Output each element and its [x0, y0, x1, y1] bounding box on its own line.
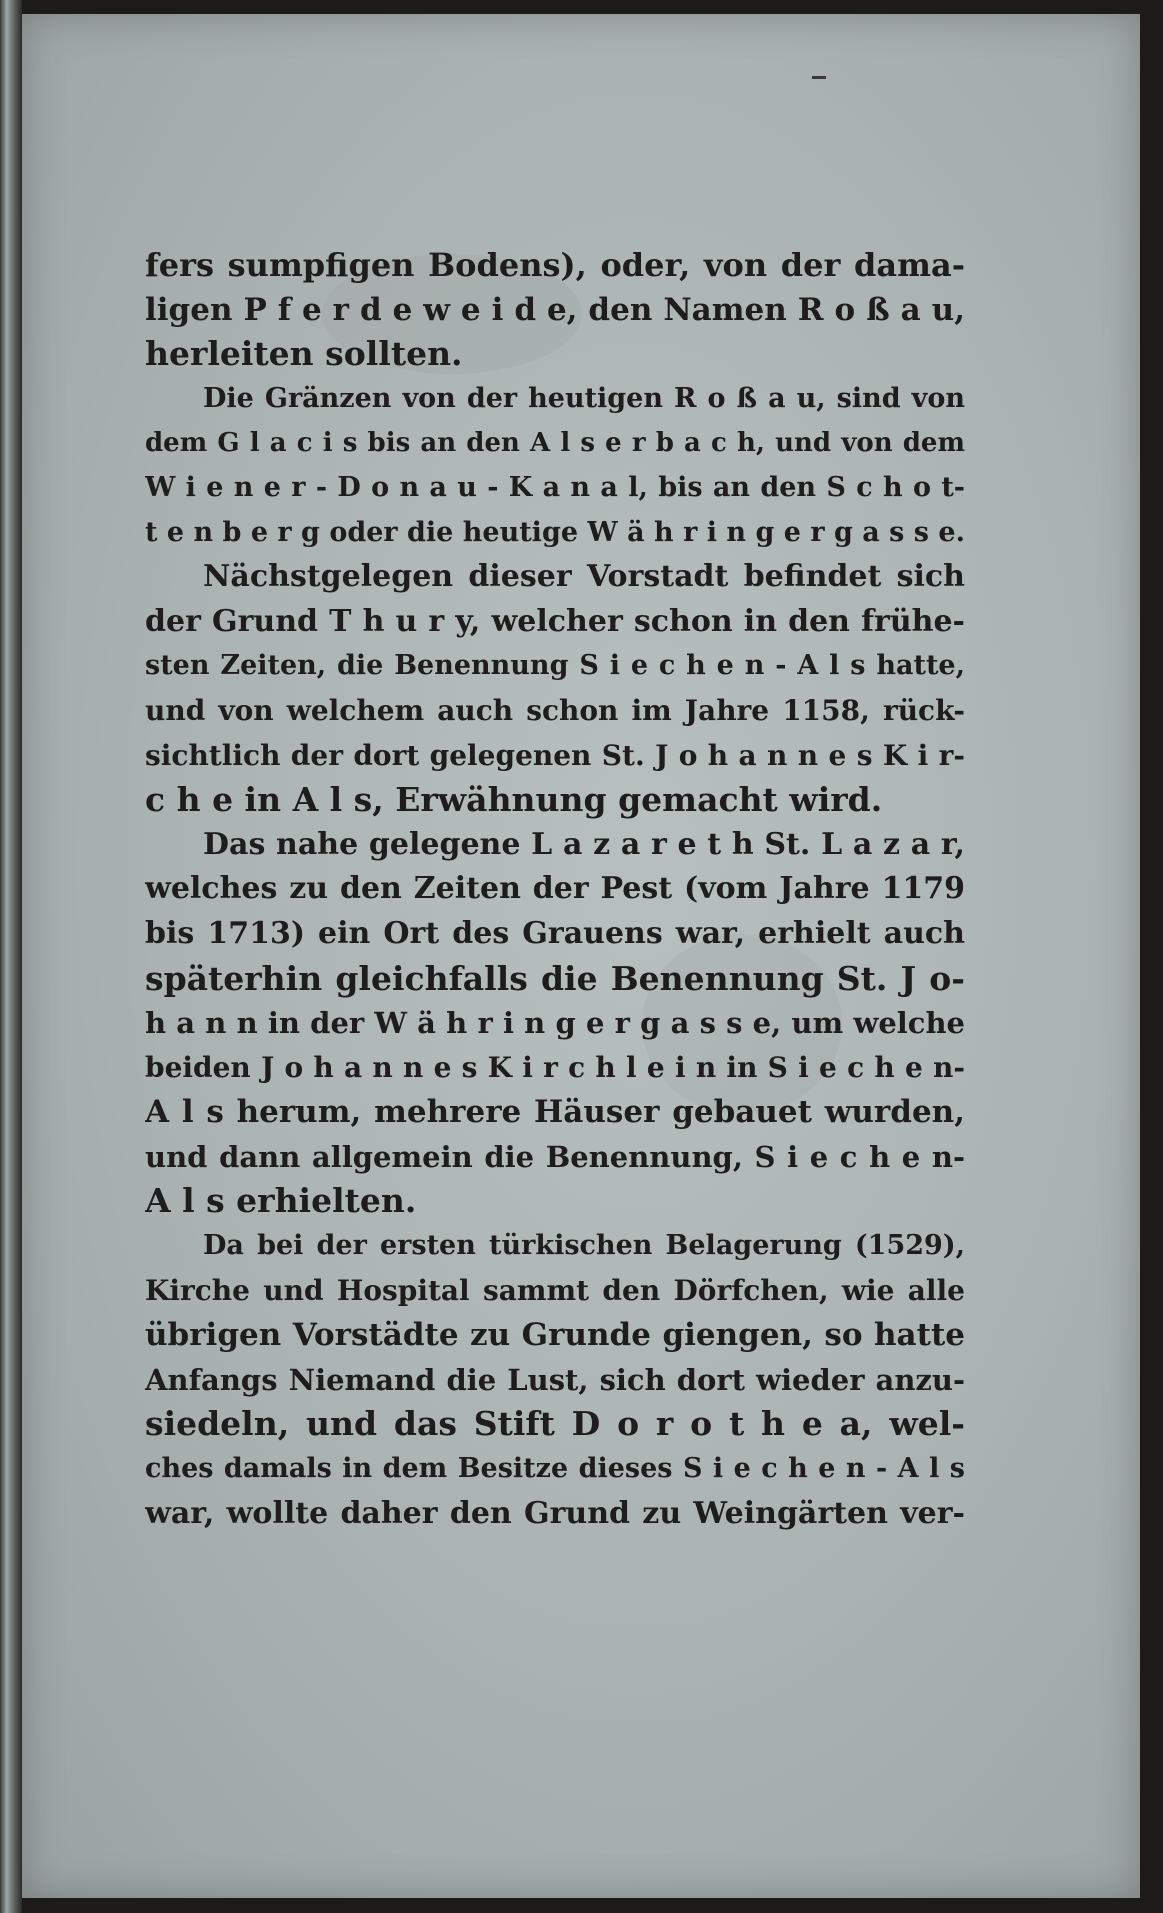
body-text — [145, 243, 965, 1536]
text-line: späterhin gleichfalls die Benennung St. J o- — [145, 958, 965, 998]
text-line: dem G l a c i s bis an den A l s e r b a c h, und von dem — [145, 428, 965, 459]
text-line: war, wollte daher den Grund zu Weingärten ver- — [145, 1495, 965, 1531]
text-line: übrigen Vorstädte zu Grunde giengen, so hatte — [145, 1317, 965, 1354]
book-spine-edge — [0, 0, 22, 1913]
text-line: c h e in A l s, Erwähnung gemacht wird. — [145, 780, 883, 820]
text-line: A l s erhielten. — [145, 1181, 417, 1221]
text-line: ches damals in dem Besitze dieses S i e c h e n - A l s — [145, 1453, 965, 1485]
text-line: Das nahe gelegene L a z a r e t h St. L a z a r, — [203, 826, 965, 862]
text-line: ligen P f e r d e w e i d e, den Namen R o ß a u, — [145, 291, 965, 328]
text-line: Anfangs Niemand die Lust, sich dort wieder anzu- — [145, 1362, 965, 1397]
text-line: W i e n e r - D o n a u - K a n a l, bis an den S c h o t- — [145, 471, 965, 503]
text-line: und dann allgemein die Benennung, S i e c h e n- — [145, 1139, 965, 1174]
text-line: t e n b e r g oder die heutige W ä h r i n g e r g a s s e. — [145, 516, 965, 548]
text-line: und von welchem auch schon im Jahre 1158, rück- — [145, 693, 965, 727]
text-line: Nächstgelegen dieser Vorstadt befindet sich — [203, 559, 965, 595]
text-line: fers sumpfigen Bodens), oder, von der dama- — [145, 246, 965, 284]
text-line: h a n n in der W ä h r i n g e r g a s s e, um welche — [145, 1006, 965, 1041]
text-line: sten Zeiten, die Benennung S i e c h e n - A l s hatte, — [145, 650, 965, 682]
text-line: bis 1713) ein Ort des Grauens war, erhielt auch — [145, 915, 965, 951]
text-line: sichtlich der dort gelegenen St. J o h a n n e s K i r- — [145, 738, 965, 772]
text-line: Die Gränzen von der heutigen R o ß a u, sind von — [203, 382, 965, 414]
text-line: Kirche und Hospital sammt den Dörfchen, wie alle — [145, 1273, 965, 1307]
text-line: A l s herum, mehrere Häuser gebauet wurden, — [145, 1094, 965, 1131]
page-mark — [812, 76, 826, 79]
text-line: herleiten sollten. — [145, 334, 463, 374]
text-line: welches zu den Zeiten der Pest (vom Jahre 1179 — [145, 871, 965, 907]
text-line: siedeln, und das Stift D o r o t h e a, wel- — [145, 1404, 965, 1444]
text-line: Da bei der ersten türkischen Belagerung (1529), — [203, 1230, 965, 1262]
text-line: der Grund T h u r y, welcher schon in den frühe- — [145, 603, 965, 639]
text-line: beiden J o h a n n e s K i r c h l e i n in S i e c h e n- — [145, 1050, 965, 1084]
